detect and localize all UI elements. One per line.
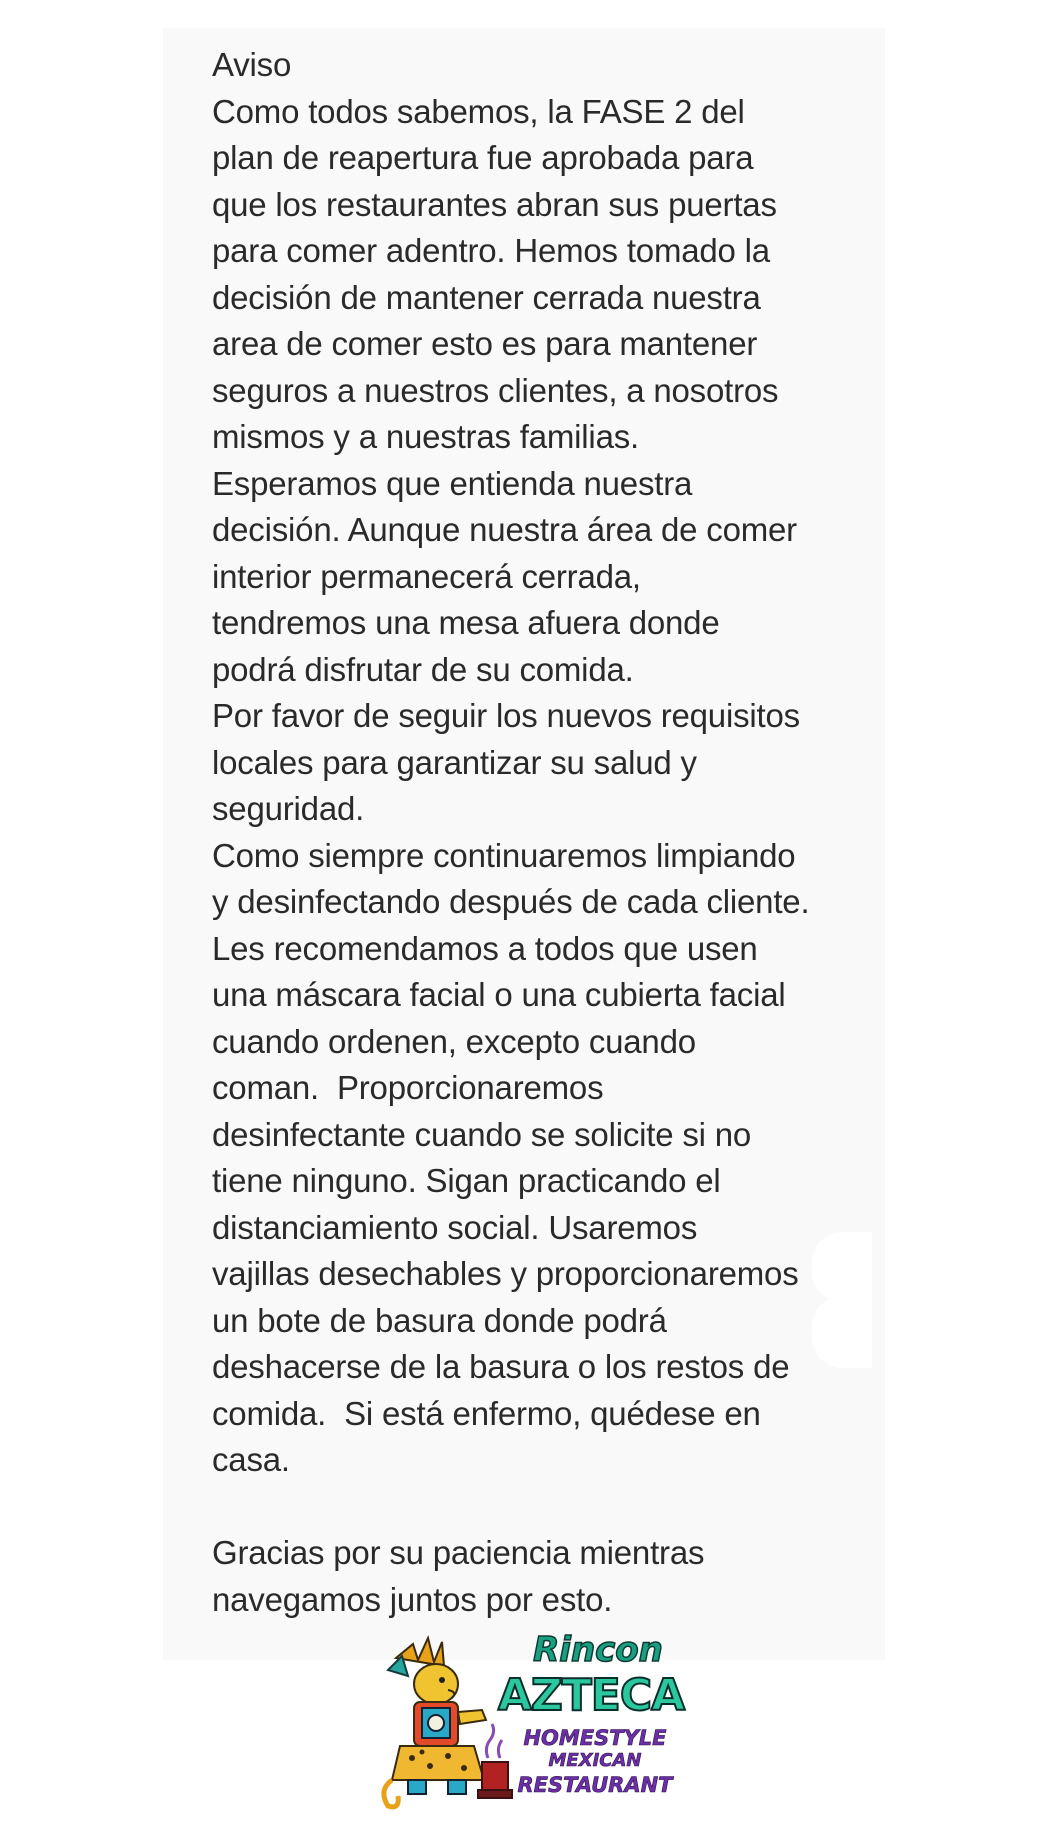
logo-restaurant-text: RESTAURANT xyxy=(517,1773,673,1797)
logo-rincon-text: Rincon xyxy=(533,1630,663,1670)
aztec-warrior-icon xyxy=(378,1630,518,1812)
notice-text: Aviso Como todos sabemos, la FASE 2 del plan de reapertura fue aprobada para que los restaurantes abran sus puertas para comer adentro. Hemos tomado la decisión de mantener cerrada nuestra area de comer esto es para mantener seguros a nuestros clientes, a nosotros mismos y a nuestras familias. Esperamos que entienda nuestra decisión. Aunque nuestra área de comer interior permanecerá cerrada, tendremos una mesa afuera donde podrá disfrutar de su comida. Por favor de seguir los nuevos requisitos locales para garantizar su salud y seguridad. Como siempre continuaremos limpiando y desinfectando después de cada cliente. Les recomendamos a todos que usen una máscara facial o una cubierta facial cuando ordenen, excepto cuando coman. Proporcionaremos desinfectante cuando se solicite si no tiene ninguno. Sigan practicando el distanciamiento social. Usaremos vajillas desechables y proporcionaremos un bote de basura donde podrá deshacerse de la basura o los restos de comida. Si está enfermo, quédese en casa. Gracias por su paciencia mientras navegamos juntos por esto. xyxy=(212,46,810,1618)
logo-homestyle-text: HOMESTYLE xyxy=(523,1726,667,1750)
edge-decoration xyxy=(812,1232,872,1302)
restaurant-logo xyxy=(378,1630,688,1812)
logo-azteca-text: AZTECA xyxy=(497,1670,685,1721)
edge-decoration xyxy=(812,1296,872,1368)
notice-card xyxy=(163,28,885,1660)
logo-mexican-text: MEXICAN xyxy=(548,1750,642,1771)
